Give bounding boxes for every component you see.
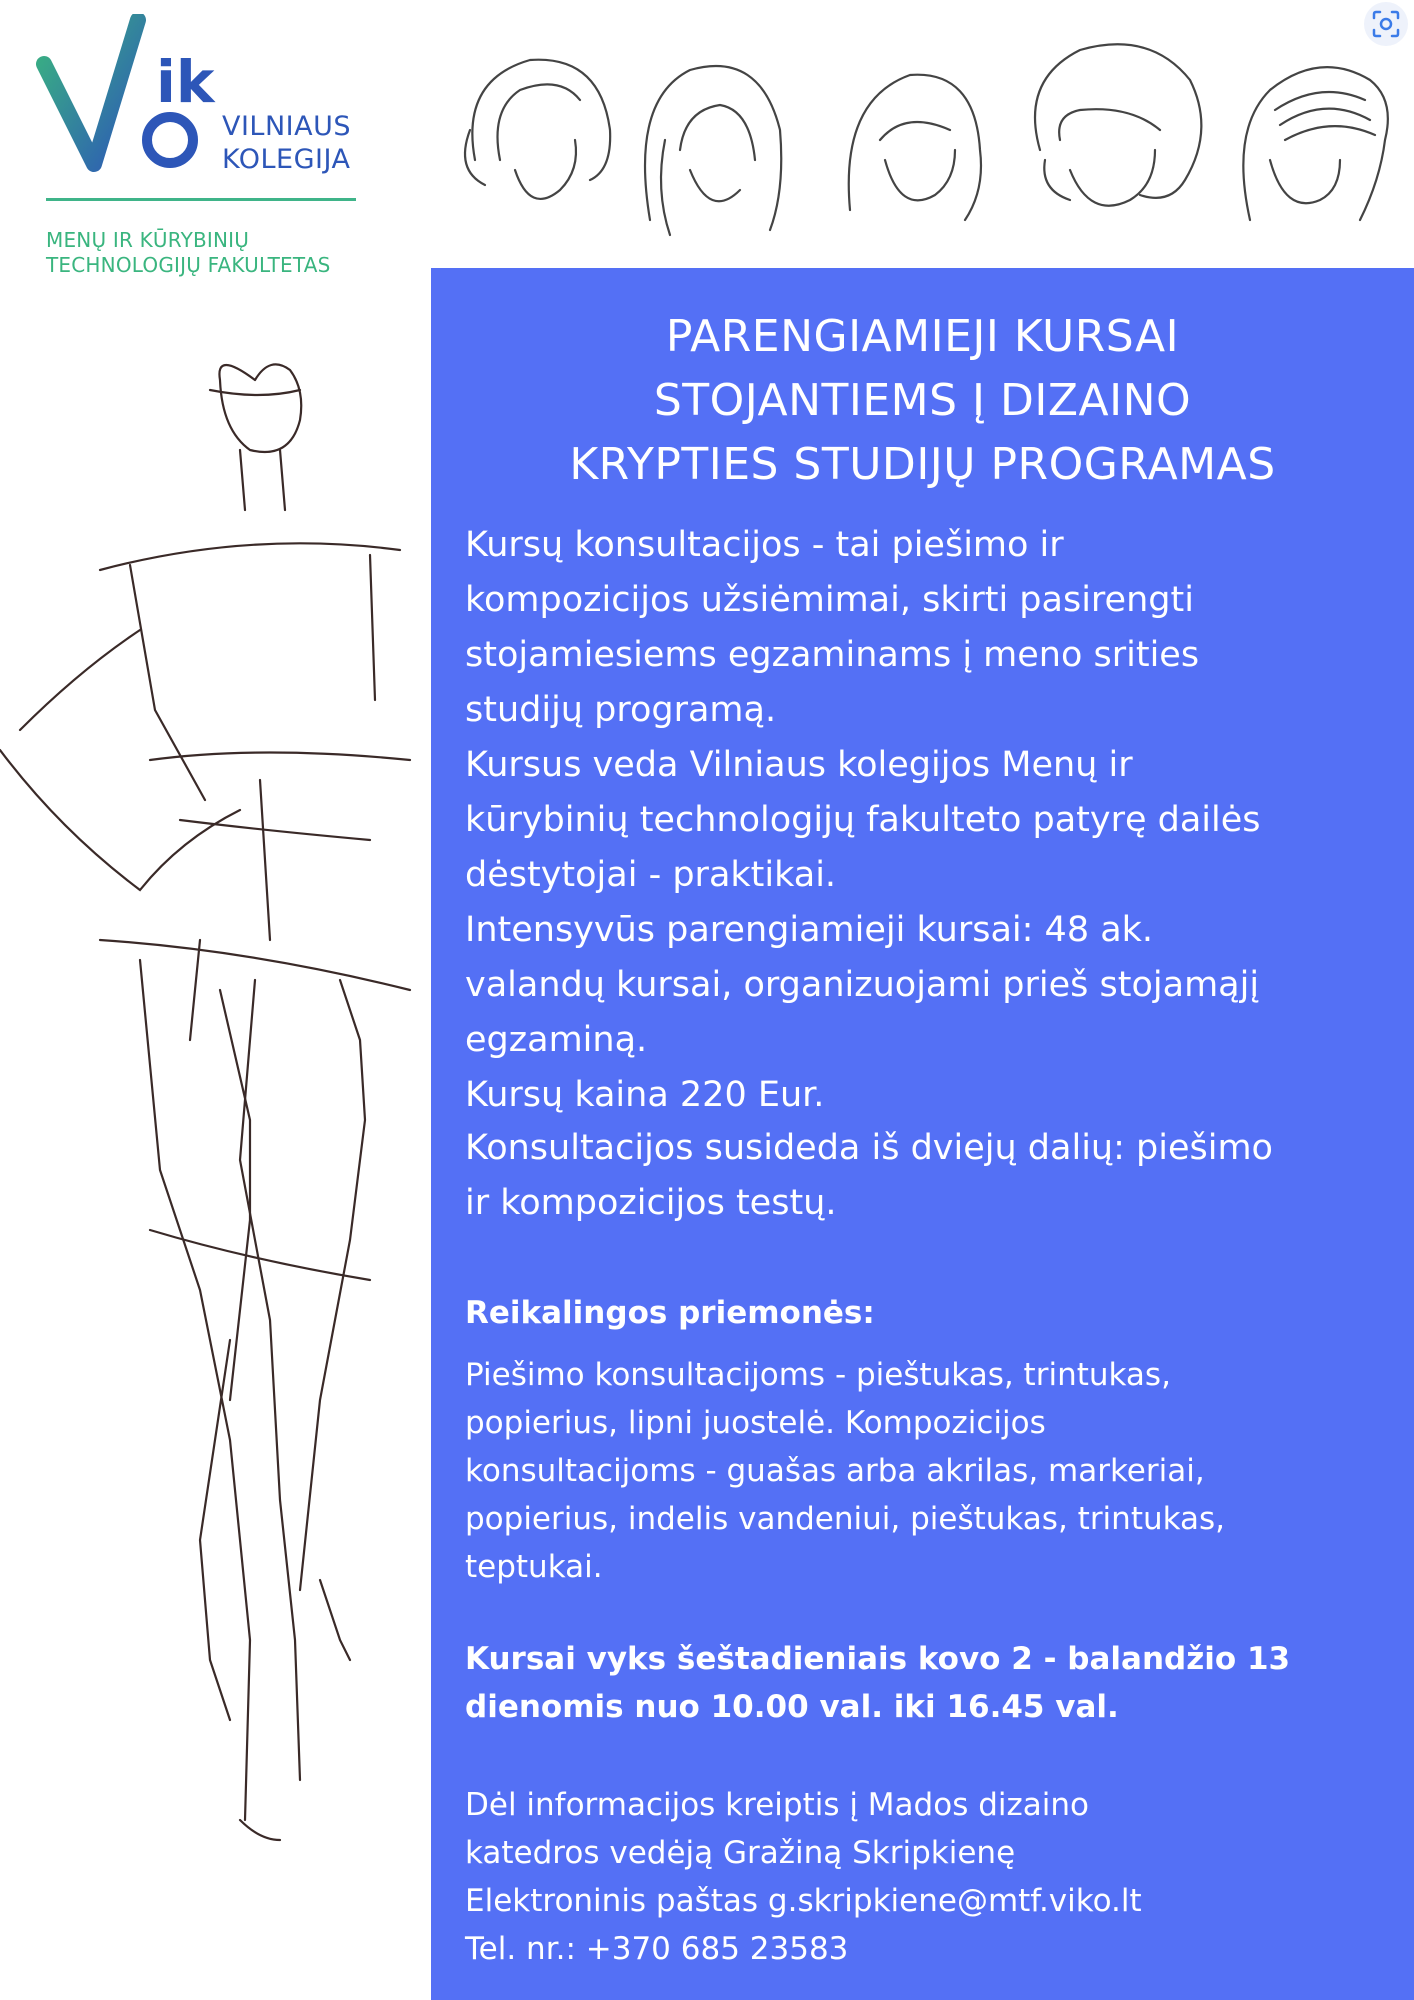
contact-phone[interactable]: Tel. nr.: +370 685 23583 [465,1931,849,1967]
logo-institution-name [222,110,351,176]
description-line: Intensyvūs parengiamieji kursai: 48 ak. [465,910,1154,950]
description-line: valandų kursai, organizuojami prieš stojamąjį [465,965,1260,1005]
contact-email[interactable]: Elektroninis paštas g.skripkiene@mtf.viko.lt [465,1883,1142,1919]
logo-divider [46,198,356,201]
logo-faculty-line2: TECHNOLOGIJŲ FAKULTETAS [46,253,331,277]
course-description [465,518,1395,1123]
schedule-line: Kursai vyks šeštadieniais kovo 2 - balandžio 13 [465,1641,1291,1677]
description-line: studijų programą. [465,690,777,730]
supplies-line: konsultacijoms - guašas arba akrilas, markeriai, [465,1453,1205,1489]
vilniaus-kolegija-logo [36,14,366,284]
supplies-line: Piešimo konsultacijoms - pieštukas, trintukas, [465,1357,1171,1393]
hairstyle-sketches-illustration [440,20,1410,250]
contact-info [465,1781,1395,1973]
title-line: KRYPTIES STUDIJŲ PROGRAMAS [569,439,1276,490]
description-line: egzaminą. [465,1020,648,1060]
supplies-line: popierius, indelis vandeniui, pieštukas, trintukas, [465,1501,1226,1537]
consultation-parts [465,1121,1395,1231]
logo-faculty-name [46,228,330,278]
course-price: Kursų kaina 220 Eur. [465,1075,825,1115]
logo-name-line1: VILNIAUS [222,111,352,142]
logo-faculty-line1: MENŲ IR KŪRYBINIŲ [46,228,250,252]
title-line: PARENGIAMIEJI KURSAI [665,311,1180,362]
supplies-line: teptukai. [465,1549,603,1585]
contact-line: katedros vedėją Gražiną Skripkienę [465,1835,1016,1871]
parts-line: Konsultacijos susideda iš dviejų dalių: piešimo [465,1128,1273,1168]
description-line: kompozicijos užsiėmimai, skirti pasirengti [465,580,1194,620]
logo-name-line2: KOLEGIJA [222,144,351,175]
description-line: Kursų konsultacijos - tai piešimo ir [465,525,1064,565]
description-line: kūrybinių technologijų fakulteto patyrę dailės [465,800,1261,840]
fashion-figure-sketch-illustration [0,340,430,1860]
contact-line: Dėl informacijos kreiptis į Mados dizaino [465,1787,1089,1823]
poster-title [431,305,1414,497]
logo-ik: ik [156,48,215,116]
description-line: dėstytojai - praktikai. [465,855,837,895]
title-line: STOJANTIEMS Į DIZAINO [653,375,1192,426]
supplies-line: popierius, lipni juostelė. Kompozicijos [465,1405,1046,1441]
schedule-line: dienomis nuo 10.00 val. iki 16.45 val. [465,1689,1119,1725]
parts-line: ir kompozicijos testų. [465,1183,837,1223]
supplies-list [465,1351,1395,1591]
description-line: stojamiesiems egzaminams į meno srities [465,635,1200,675]
description-line: Kursus veda Vilniaus kolegijos Menų ir [465,745,1133,785]
course-schedule [465,1635,1395,1731]
supplies-heading: Reikalingos priemonės: [465,1295,875,1331]
